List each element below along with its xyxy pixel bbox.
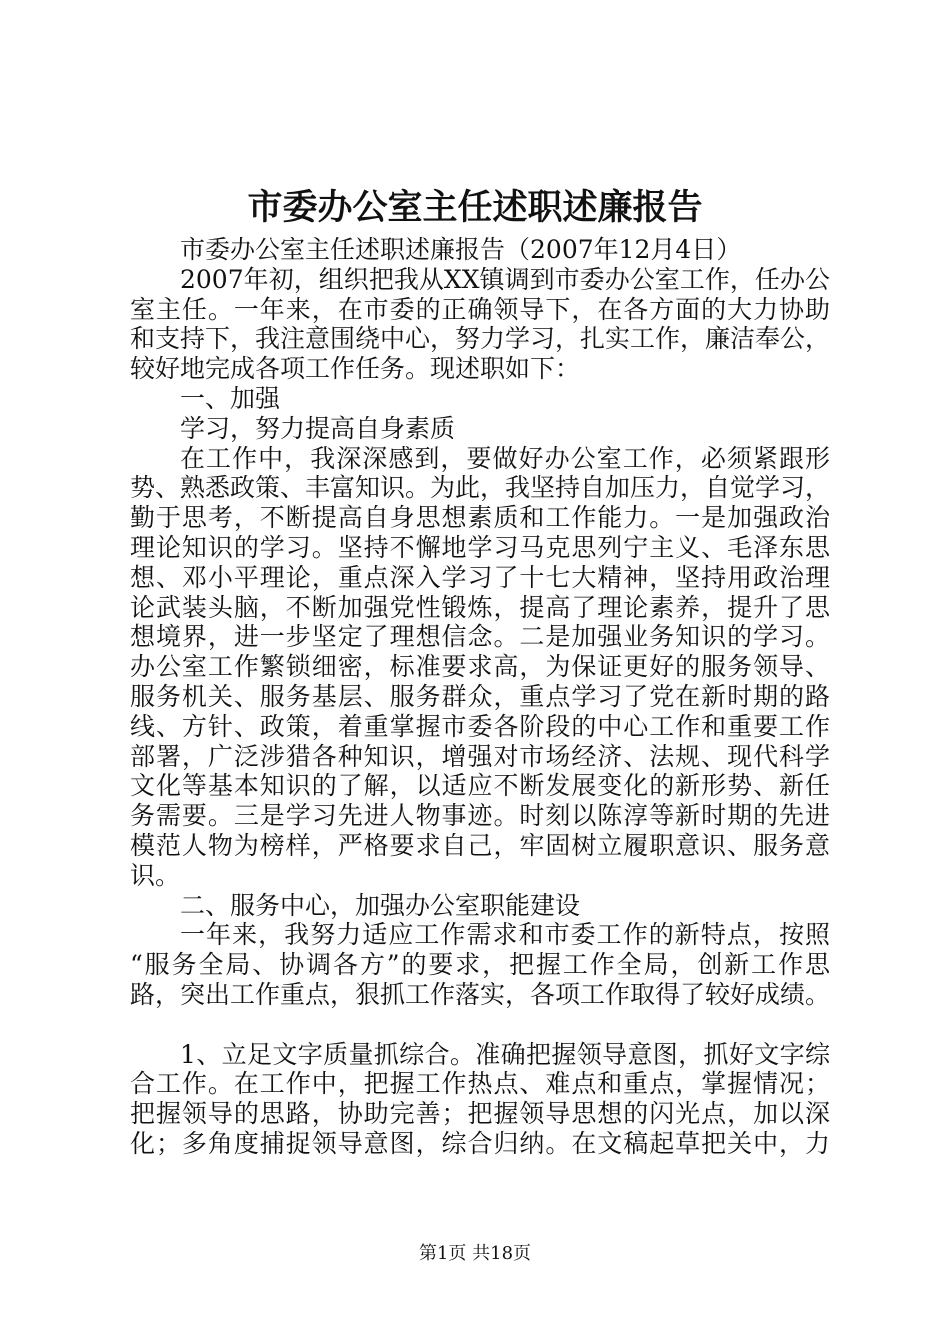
- text-line: 化；多角度捕捉领导意图，综合归纳。在文稿起草把关中，力: [130, 1128, 830, 1158]
- text-line: “服务全局、协调各方”的要求，把握工作全局，创新工作思: [130, 950, 830, 980]
- paragraph-gap: [130, 1010, 830, 1040]
- text-line: 学习，努力提高自身素质: [180, 413, 456, 443]
- text-line: 合工作。在工作中，把握工作热点、难点和重点，掌握情况；: [130, 1069, 830, 1099]
- text-line: 较好地完成各项工作任务。现述职如下：: [130, 354, 581, 384]
- text-line: 想、邓小平理论，重点深入学习了十七大精神，坚持用政治理: [130, 562, 830, 592]
- text-line: 办公室工作繁锁细密，标准要求高，为保证更好的服务领导、: [130, 652, 830, 682]
- text-line: 想境界，进一步坚定了理想信念。二是加强业务知识的学习。: [130, 622, 830, 652]
- text-line: 势、熟悉政策、丰富知识。为此，我坚持自加压力，自觉学习，: [130, 473, 831, 503]
- text-line: 论武装头脑，不断加强党性锻炼，提高了理论素养，提升了思: [130, 592, 830, 622]
- text-line: 市委办公室主任述职述廉报告（2007年12月4日）: [180, 235, 742, 264]
- text-line: 在工作中，我深深感到，要做好办公室工作，必须紧跟形: [180, 443, 830, 473]
- text-line: 一、加强: [180, 383, 281, 413]
- text-line: 识。: [130, 860, 181, 890]
- text-line: 把握领导的思路，协助完善；把握领导思想的闪光点，加以深: [130, 1099, 830, 1129]
- document-body: [130, 235, 830, 1159]
- text-line: 路，突出工作重点，狠抓工作落实，各项工作取得了较好成绩。: [130, 979, 831, 1009]
- text-line: 部署，广泛涉猎各种知识，增强对市场经济、法规、现代科学: [130, 741, 830, 771]
- text-line: 一年来，我努力适应工作需求和市委工作的新特点，按照: [180, 920, 830, 950]
- text-line: 1、立足文字质量抓综合。准确把握领导意图，抓好文字综: [180, 1039, 830, 1069]
- text-line: 文化等基本知识的了解，以适应不断发展变化的新形势、新任: [130, 771, 830, 801]
- text-line: 勤于思考，不断提高自身思想素质和工作能力。一是加强政治: [130, 503, 830, 533]
- text-line: 和支持下，我注意围绕中心，努力学习，扎实工作，廉洁奉公，: [130, 324, 831, 354]
- text-line: 模范人物为榜样，严格要求自己，牢固树立履职意识、服务意: [130, 830, 830, 860]
- document-title: 市委办公室主任述职述廉报告: [247, 187, 703, 228]
- text-line: 线、方针、政策，着重掌握市委各阶段的中心工作和重要工作: [130, 711, 830, 741]
- text-line: 服务机关、服务基层、服务群众，重点学习了党在新时期的路: [130, 681, 830, 711]
- text-line: 二、服务中心，加强办公室职能建设: [180, 890, 581, 920]
- text-line: 务需要。三是学习先进人物事迹。时刻以陈淳等新时期的先进: [130, 801, 830, 831]
- text-line: 2007年初，组织把我从XX镇调到市委办公室工作，任办公: [180, 264, 830, 294]
- text-line: 理论知识的学习。坚持不懈地学习马克思列宁主义、毛泽东思: [130, 532, 830, 562]
- page-number-footer: 第1页 共18页: [418, 1243, 532, 1264]
- text-line: 室主任。一年来，在市委的正确领导下，在各方面的大力协助: [130, 294, 830, 324]
